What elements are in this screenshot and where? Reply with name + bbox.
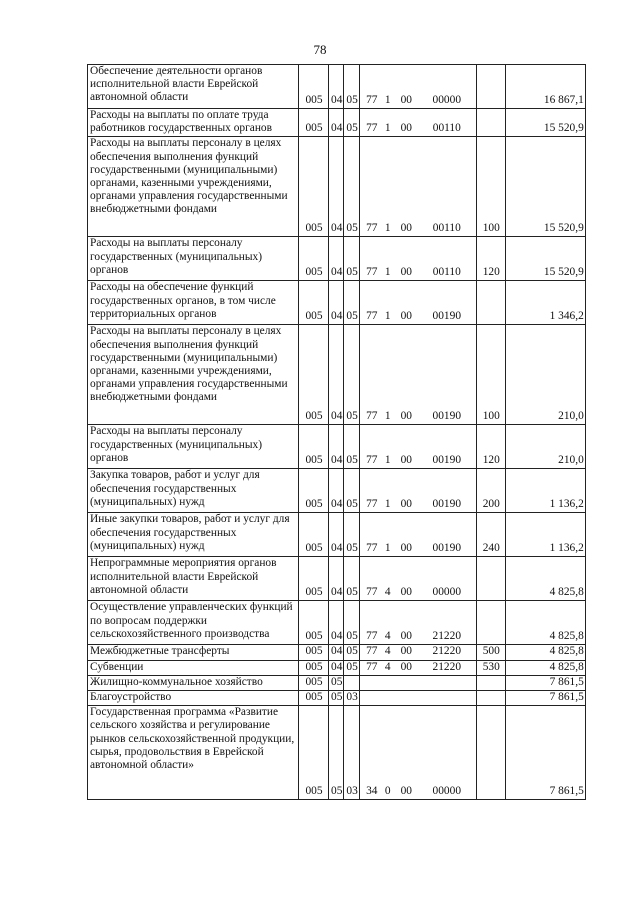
target-article-part: 1 [384, 122, 391, 135]
amount-cell: 7 861,5 [505, 675, 585, 690]
admin-code-cell: 005 [299, 557, 329, 601]
subsection-code-cell: 03 [344, 691, 359, 706]
table-row [88, 645, 586, 660]
target-article-part: 1 [384, 498, 391, 511]
page-number: 78 [313, 42, 327, 57]
target-article-cell [359, 109, 476, 137]
amount-cell: 15 520,9 [505, 237, 585, 281]
admin-code-cell: 005 [299, 281, 329, 325]
target-article-part: 00190 [432, 498, 462, 511]
section-code-cell: 04 [329, 601, 344, 645]
section-code-cell: 04 [329, 469, 344, 513]
subsection-code-cell: 05 [344, 469, 359, 513]
expense-type-cell [476, 65, 505, 109]
target-article-part: 00 [400, 410, 412, 423]
target-article-cell [359, 137, 476, 237]
table-row [88, 281, 586, 325]
table-row [88, 469, 586, 513]
target-article-cell [359, 675, 476, 690]
target-article-part: 00 [400, 586, 412, 599]
expense-type-cell: 120 [476, 425, 505, 469]
amount-cell: 1 136,2 [505, 469, 585, 513]
section-code-cell: 05 [329, 706, 344, 800]
target-article-cell [359, 237, 476, 281]
target-article-part: 21220 [432, 645, 462, 658]
subsection-code-cell [344, 675, 359, 690]
expense-name-cell: Обеспечение деятельности органов исполнительной власти Еврейской автономной области [88, 65, 299, 109]
section-code-cell: 04 [329, 137, 344, 237]
expense-name-cell: Жилищно-коммунальное хозяйство [88, 675, 299, 690]
target-article-part: 00110 [432, 266, 461, 279]
expense-name-cell: Государственная программа «Развитие сельского хозяйства и регулирование рынков сельскохозяйственной продукции, сырья, продовольствия в Еврейской автономной области» [88, 706, 299, 800]
target-article-part: 00 [400, 454, 412, 467]
target-article-part: 4 [384, 630, 391, 643]
target-article-part: 00190 [432, 410, 462, 423]
amount-cell: 1 346,2 [505, 281, 585, 325]
admin-code-cell: 005 [299, 513, 329, 557]
expense-type-cell [476, 281, 505, 325]
budget-table [87, 64, 586, 800]
expense-type-cell [476, 691, 505, 706]
admin-code-cell: 005 [299, 660, 329, 675]
admin-code-cell: 005 [299, 601, 329, 645]
target-article-part: 77 [366, 498, 378, 511]
target-article-part: 77 [366, 454, 378, 467]
section-code-cell: 05 [329, 675, 344, 690]
admin-code-cell: 005 [299, 237, 329, 281]
target-article-part: 00 [400, 222, 412, 235]
section-code-cell: 04 [329, 281, 344, 325]
expense-type-cell: 120 [476, 237, 505, 281]
target-article-part: 77 [366, 222, 378, 235]
section-code-cell: 04 [329, 645, 344, 660]
amount-cell: 4 825,8 [505, 660, 585, 675]
target-article-part: 0 [384, 785, 391, 798]
target-article-cell [359, 281, 476, 325]
section-code-cell: 04 [329, 513, 344, 557]
expense-name-cell: Расходы на выплаты персоналу государственных (муниципальных) органов [88, 237, 299, 281]
expense-type-cell: 200 [476, 469, 505, 513]
target-article-part: 77 [366, 660, 378, 673]
table-body [88, 65, 586, 800]
section-code-cell: 04 [329, 557, 344, 601]
expense-name-cell: Расходы на выплаты персоналу государственных (муниципальных) органов [88, 425, 299, 469]
section-code-cell: 04 [329, 109, 344, 137]
target-article-part: 00 [400, 498, 412, 511]
amount-cell: 210,0 [505, 325, 585, 425]
expense-name-cell: Расходы на выплаты по оплате труда работников государственных органов [88, 109, 299, 137]
target-article-part: 77 [366, 310, 378, 323]
admin-code-cell: 005 [299, 65, 329, 109]
section-code-cell: 04 [329, 425, 344, 469]
expense-type-cell [476, 675, 505, 690]
subsection-code-cell: 05 [344, 425, 359, 469]
expense-type-cell [476, 601, 505, 645]
subsection-code-cell: 05 [344, 513, 359, 557]
target-article-part: 1 [384, 266, 391, 279]
expense-name-cell: Субвенции [88, 660, 299, 675]
subsection-code-cell: 05 [344, 601, 359, 645]
table-row [88, 109, 586, 137]
target-article-cell [359, 513, 476, 557]
expense-name-cell: Благоустройство [88, 691, 299, 706]
target-article-part: 1 [384, 310, 391, 323]
table-row [88, 691, 586, 706]
target-article-part: 1 [384, 93, 391, 106]
subsection-code-cell: 03 [344, 706, 359, 800]
target-article-cell [359, 325, 476, 425]
target-article-part: 4 [384, 645, 391, 658]
expense-type-cell [476, 109, 505, 137]
target-article-cell [359, 469, 476, 513]
expense-type-cell: 240 [476, 513, 505, 557]
amount-cell: 16 867,1 [505, 65, 585, 109]
expense-name-cell: Осуществление управленческих функций по вопросам поддержки сельскохозяйственного производства [88, 601, 299, 645]
subsection-code-cell: 05 [344, 557, 359, 601]
target-article-part: 77 [366, 266, 378, 279]
amount-cell: 4 825,8 [505, 645, 585, 660]
target-article-part: 00190 [432, 454, 462, 467]
table-row [88, 675, 586, 690]
section-code-cell: 04 [329, 660, 344, 675]
admin-code-cell: 005 [299, 325, 329, 425]
target-article-part: 77 [366, 630, 378, 643]
subsection-code-cell: 05 [344, 645, 359, 660]
expense-name-cell: Расходы на выплаты персоналу в целях обеспечения выполнения функций государственными (муниципальными) органами, казенными учреждениями, органами управления государственными внебюджетными фондами [88, 325, 299, 425]
subsection-code-cell: 05 [344, 137, 359, 237]
table-row [88, 660, 586, 675]
expense-name-cell: Расходы на выплаты персоналу в целях обеспечения выполнения функций государственными (муниципальными) органами, казенными учреждениями, органами управления государственными внебюджетными фондами [88, 137, 299, 237]
expense-name-cell: Закупка товаров, работ и услуг для обеспечения государственных (муниципальных) нужд [88, 469, 299, 513]
target-article-part: 00 [400, 266, 412, 279]
target-article-part: 00 [400, 542, 412, 555]
expense-name-cell: Межбюджетные трансферты [88, 645, 299, 660]
target-article-part: 34 [366, 785, 378, 798]
subsection-code-cell: 05 [344, 660, 359, 675]
target-article-part: 00 [400, 630, 412, 643]
admin-code-cell: 005 [299, 469, 329, 513]
target-article-part: 00000 [432, 93, 462, 106]
target-article-part: 77 [366, 645, 378, 658]
subsection-code-cell: 05 [344, 237, 359, 281]
section-code-cell: 04 [329, 325, 344, 425]
table-row [88, 706, 586, 800]
target-article-cell [359, 691, 476, 706]
expense-type-cell: 100 [476, 325, 505, 425]
table-row [88, 601, 586, 645]
target-article-part: 1 [384, 454, 391, 467]
amount-cell: 4 825,8 [505, 557, 585, 601]
amount-cell: 7 861,5 [505, 706, 585, 800]
expense-name-cell: Иные закупки товаров, работ и услуг для обеспечения государственных (муниципальных) нужд [88, 513, 299, 557]
target-article-part: 00 [400, 310, 412, 323]
expense-type-cell [476, 706, 505, 800]
amount-cell: 15 520,9 [505, 137, 585, 237]
amount-cell: 1 136,2 [505, 513, 585, 557]
admin-code-cell: 005 [299, 691, 329, 706]
target-article-part: 00 [400, 645, 412, 658]
subsection-code-cell: 05 [344, 65, 359, 109]
target-article-part: 00 [400, 660, 412, 673]
table-row [88, 325, 586, 425]
target-article-part: 00190 [432, 542, 462, 555]
target-article-part: 00110 [432, 222, 461, 235]
target-article-part: 1 [384, 410, 391, 423]
table-row [88, 425, 586, 469]
table-row [88, 137, 586, 237]
admin-code-cell: 005 [299, 425, 329, 469]
admin-code-cell: 005 [299, 706, 329, 800]
expense-type-cell: 100 [476, 137, 505, 237]
expense-type-cell: 500 [476, 645, 505, 660]
expense-type-cell [476, 557, 505, 601]
target-article-cell [359, 425, 476, 469]
subsection-code-cell: 05 [344, 281, 359, 325]
section-code-cell: 04 [329, 65, 344, 109]
target-article-part: 1 [384, 222, 391, 235]
amount-cell: 210,0 [505, 425, 585, 469]
expense-name-cell: Расходы на обеспечение функций государственных органов, в том числе территориальных органов [88, 281, 299, 325]
target-article-part: 77 [366, 122, 378, 135]
target-article-cell [359, 557, 476, 601]
admin-code-cell: 005 [299, 675, 329, 690]
target-article-part: 77 [366, 410, 378, 423]
section-code-cell: 05 [329, 691, 344, 706]
admin-code-cell: 005 [299, 645, 329, 660]
section-code-cell: 04 [329, 237, 344, 281]
admin-code-cell: 005 [299, 137, 329, 237]
expense-type-cell: 530 [476, 660, 505, 675]
target-article-cell [359, 660, 476, 675]
target-article-cell [359, 706, 476, 800]
target-article-cell [359, 601, 476, 645]
table-row [88, 513, 586, 557]
target-article-part: 00 [400, 122, 412, 135]
amount-cell: 15 520,9 [505, 109, 585, 137]
target-article-part: 00000 [432, 785, 462, 798]
subsection-code-cell: 05 [344, 109, 359, 137]
target-article-part: 4 [384, 586, 391, 599]
table-row [88, 237, 586, 281]
target-article-part: 00 [400, 93, 412, 106]
target-article-part: 77 [366, 586, 378, 599]
target-article-part: 00 [400, 785, 412, 798]
target-article-cell [359, 65, 476, 109]
table-row [88, 65, 586, 109]
subsection-code-cell: 05 [344, 325, 359, 425]
amount-cell: 7 861,5 [505, 691, 585, 706]
target-article-part: 00110 [432, 122, 461, 135]
table-row [88, 557, 586, 601]
target-article-part: 77 [366, 93, 378, 106]
target-article-part: 1 [384, 542, 391, 555]
amount-cell: 4 825,8 [505, 601, 585, 645]
expense-name-cell: Непрограммные мероприятия органов исполнительной власти Еврейской автономной области [88, 557, 299, 601]
target-article-part: 00190 [432, 310, 462, 323]
target-article-part: 21220 [432, 660, 462, 673]
target-article-cell [359, 645, 476, 660]
admin-code-cell: 005 [299, 109, 329, 137]
target-article-part: 4 [384, 660, 391, 673]
target-article-part: 21220 [432, 630, 462, 643]
target-article-part: 77 [366, 542, 378, 555]
target-article-part: 00000 [432, 586, 462, 599]
